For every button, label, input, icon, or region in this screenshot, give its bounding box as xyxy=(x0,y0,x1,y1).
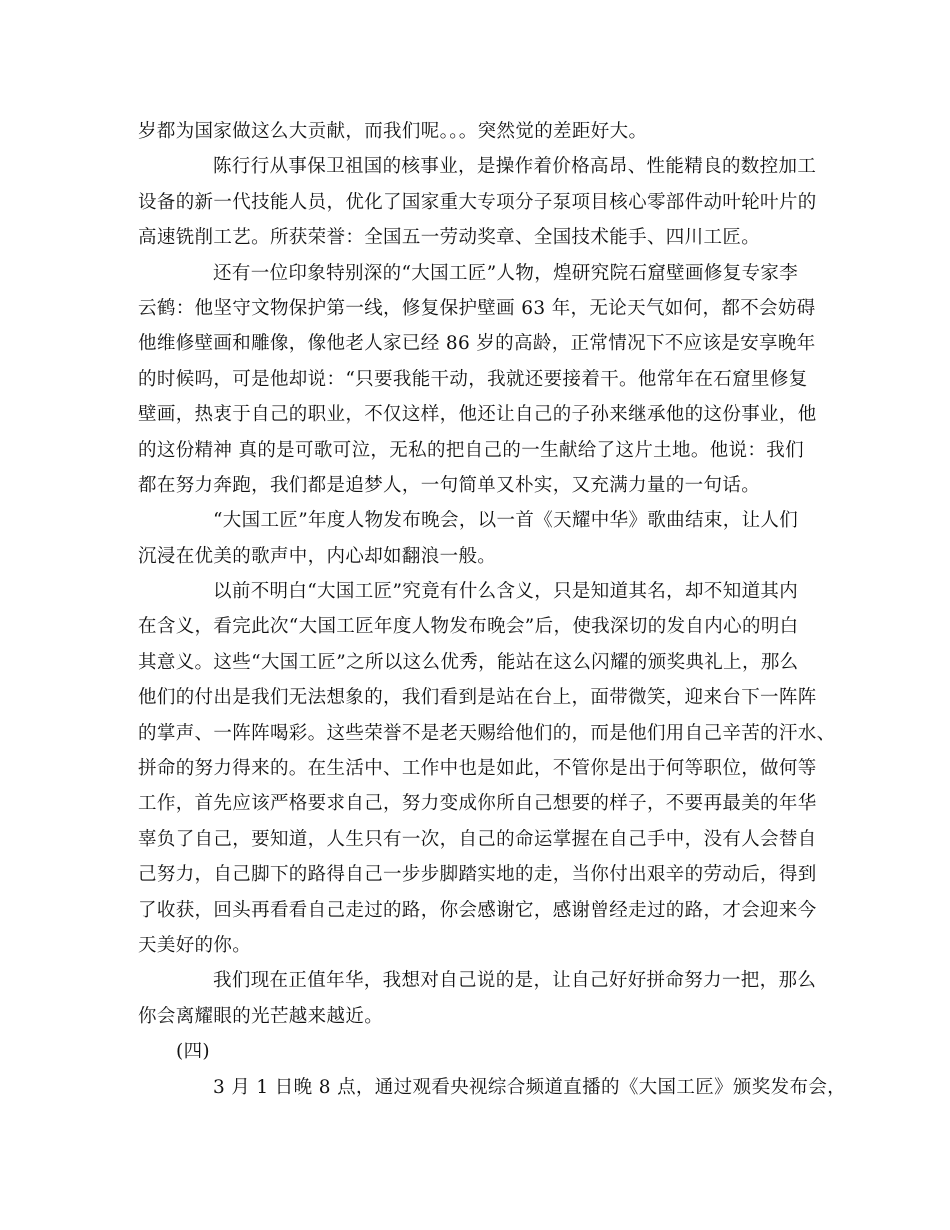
text-line: 设备的新一代技能人员，优化了国家重大专项分子泵项目核心零部件动叶轮叶片的 xyxy=(138,191,817,213)
text-line: 沉浸在优美的歌声中，内心却如翻浪一般。 xyxy=(138,545,497,567)
text-line: 高速铣削工艺。所获荣誉：全国五一劳动奖章、全国技术能手、四川工匠。 xyxy=(138,227,761,249)
text-line: 天美好的你。 xyxy=(138,934,252,956)
text-line: 了收获，回头再看看自己走过的路，你会感谢它，感谢曾经走过的路，才会迎来今 xyxy=(138,899,817,921)
paragraph-first-line: “大国工匠”年度人物发布晚会，以一首《天耀中华》歌曲结束，让人们 xyxy=(213,510,799,532)
paragraph-first-line: 还有一位印象特别深的“大国工匠”人物，煌研究院石窟壁画修复专家李 xyxy=(213,262,799,284)
paragraph-first-line: 3 月 1 日晚 8 点，通过观看央视综合频道直播的《大国工匠》颁奖发布会， xyxy=(213,1076,847,1098)
text-line: 己努力，自己脚下的路得自己一步步脚踏实地的走，当你付出艰辛的劳动后，得到 xyxy=(138,864,817,886)
text-line: 你会离耀眼的光芒越来越近。 xyxy=(138,1005,384,1027)
text-line: 的这份精神 真的是可歌可泣，无私的把自己的一生献给了这片土地。他说：我们 xyxy=(138,439,804,461)
text-line: 他维修壁画和雕像，像他老人家已经 86 岁的高龄，正常情况下不应该是安享晚年 xyxy=(138,333,816,355)
text-line: 云鹤：他坚守文物保护第一线，修复保护壁画 63 年，无论天气如何，都不会妨碍 xyxy=(138,297,816,319)
document-body xyxy=(138,114,847,1105)
text-line: 的时候吗，可是他却说：“只要我能干动，我就还要接着干。他常年在石窟里修复 xyxy=(138,368,808,390)
text-line: 的掌声、一阵阵喝彩。这些荣誉不是老天赐给他们的，而是他们用自己辛苦的汗水、 xyxy=(138,722,836,744)
section-heading: (四) xyxy=(176,1041,210,1063)
text-line: 壁画，热衷于自己的职业，不仅这样，他还让自己的子孙来继承他的这份事业，他 xyxy=(138,404,817,426)
text-line: 工作，首先应该严格要求自己，努力变成你所自己想要的样子，不要再最美的年华 xyxy=(138,793,817,815)
text-line: 辜负了自己，要知道，人生只有一次，自己的命运掌握在自己手中，没有人会替自 xyxy=(138,828,817,850)
text-line: 岁都为国家做这么大贡献，而我们呢。。。突然觉的差距好大。 xyxy=(138,121,648,142)
text-line: 拼命的努力得来的。在生活中、工作中也是如此，不管你是出于何等职位，做何等 xyxy=(138,758,817,780)
text-line: 在含义，看完此次“大国工匠年度人物发布晚会”后，使我深切的发自内心的明白 xyxy=(138,616,799,638)
text-line: 都在努力奔跑，我们都是追梦人，一句简单又朴实，又充满力量的一句话。 xyxy=(138,474,761,496)
text-line: 他们的付出是我们无法想象的，我们看到是站在台上，面带微笑，迎来台下一阵阵 xyxy=(138,687,817,709)
text-line: 其意义。这些“大国工匠”之所以这么优秀，能站在这么闪耀的颁奖典礼上，那么 xyxy=(138,651,799,673)
paragraph-first-line: 陈行行从事保卫祖国的核事业，是操作着价格高昂、性能精良的数控加工 xyxy=(213,156,817,178)
paragraph-first-line: 我们现在正值年华，我想对自己说的是，让自己好好拼命努力一把，那么 xyxy=(213,970,817,992)
paragraph-first-line: 以前不明白“大国工匠”究竟有什么含义，只是知道其名，却不知道其内 xyxy=(213,581,799,603)
